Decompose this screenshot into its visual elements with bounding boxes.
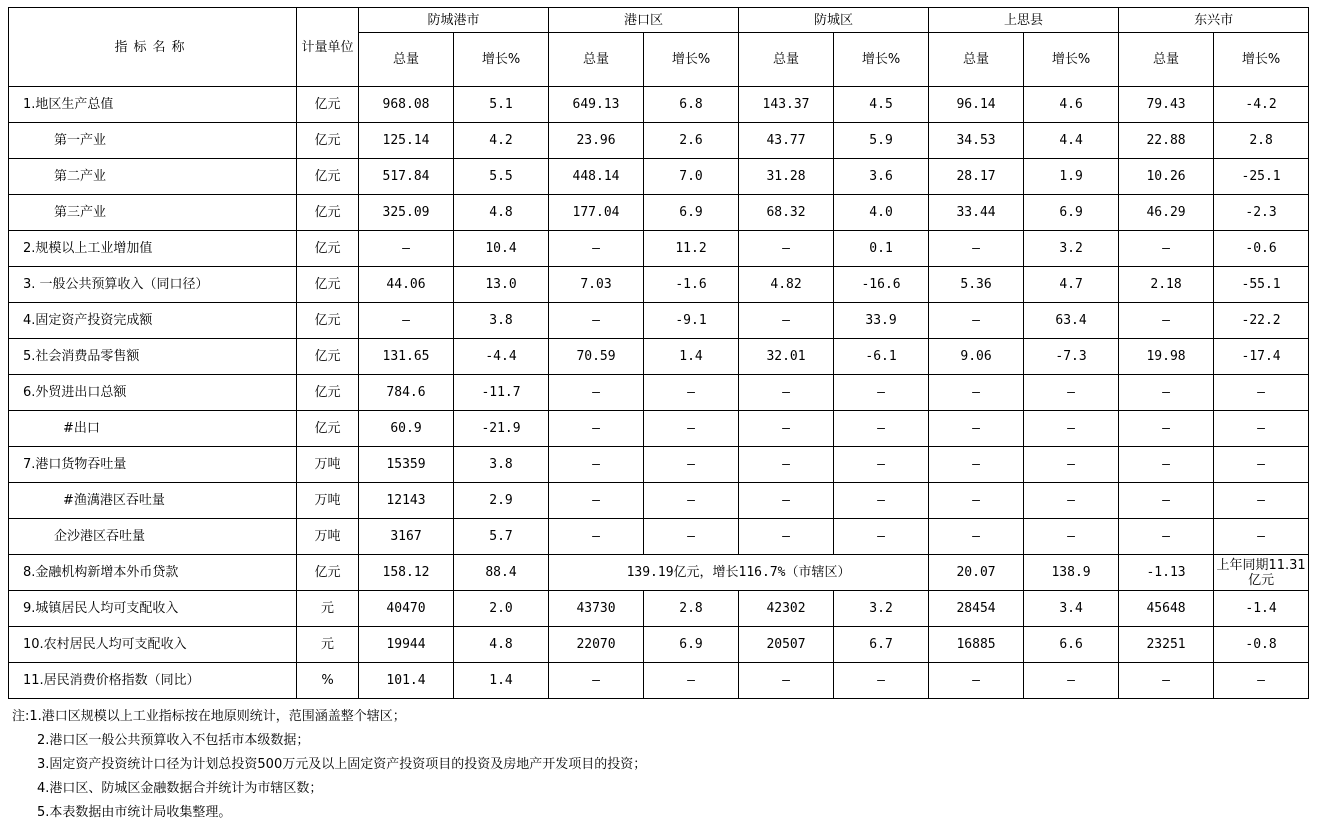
growth-cell: -2.3 [1214, 195, 1309, 231]
row-indicator-name: #出口 [9, 411, 297, 447]
data-cell: 20.07 [929, 555, 1024, 591]
total-cell: — [929, 411, 1024, 447]
total-cell: — [549, 303, 644, 339]
growth-cell: 33.9 [834, 303, 929, 339]
growth-cell: -4.2 [1214, 87, 1309, 123]
table-row [9, 303, 1309, 339]
growth-cell: — [1024, 447, 1119, 483]
header-growth: 增长% [1024, 33, 1119, 87]
growth-cell: -25.1 [1214, 159, 1309, 195]
growth-cell: -0.6 [1214, 231, 1309, 267]
table-row [9, 483, 1309, 519]
total-cell: 101.4 [359, 663, 454, 699]
growth-cell: — [1214, 483, 1309, 519]
table-row [9, 231, 1309, 267]
table-row [9, 375, 1309, 411]
growth-cell: 4.8 [454, 627, 549, 663]
total-cell: 2.18 [1119, 267, 1214, 303]
growth-cell: — [834, 411, 929, 447]
merged-note-cell: 139.19亿元，增长116.7%（市辖区） [549, 555, 929, 591]
row-indicator-name: 10.农村居民人均可支配收入 [9, 627, 297, 663]
total-cell: 46.29 [1119, 195, 1214, 231]
growth-cell: -0.8 [1214, 627, 1309, 663]
growth-cell: — [1024, 519, 1119, 555]
total-cell: 9.06 [929, 339, 1024, 375]
total-cell: 23251 [1119, 627, 1214, 663]
header-growth: 增长% [644, 33, 739, 87]
growth-cell: 4.7 [1024, 267, 1119, 303]
growth-cell: 6.7 [834, 627, 929, 663]
table-row [9, 411, 1309, 447]
growth-cell: — [1024, 663, 1119, 699]
statistics-table [8, 7, 1309, 699]
growth-cell: — [644, 519, 739, 555]
footnote: 2.港口区一般公共预算收入不包括市本级数据； [37, 733, 310, 748]
growth-cell: -17.4 [1214, 339, 1309, 375]
growth-cell: 5.7 [454, 519, 549, 555]
header-growth: 增长% [834, 33, 929, 87]
total-cell: 70.59 [549, 339, 644, 375]
growth-cell: 3.2 [1024, 231, 1119, 267]
total-cell: — [929, 231, 1024, 267]
total-cell: 7.03 [549, 267, 644, 303]
growth-cell: 4.4 [1024, 123, 1119, 159]
growth-cell: -11.7 [454, 375, 549, 411]
total-cell: 784.6 [359, 375, 454, 411]
total-cell: 15359 [359, 447, 454, 483]
total-cell: 20507 [739, 627, 834, 663]
total-cell: — [549, 375, 644, 411]
growth-cell: 2.0 [454, 591, 549, 627]
growth-cell: — [1214, 375, 1309, 411]
growth-cell: 1.4 [644, 339, 739, 375]
growth-cell: 7.0 [644, 159, 739, 195]
row-indicator-name: 1.地区生产总值 [9, 87, 297, 123]
growth-cell: — [1214, 519, 1309, 555]
growth-cell: 1.9 [1024, 159, 1119, 195]
row-indicator-name: 8.金融机构新增本外币贷款 [9, 555, 297, 591]
growth-cell: — [1214, 411, 1309, 447]
total-cell: — [739, 447, 834, 483]
total-cell: — [929, 375, 1024, 411]
total-cell: — [1119, 411, 1214, 447]
growth-cell: -4.4 [454, 339, 549, 375]
row-indicator-name: 第二产业 [9, 159, 297, 195]
prior-year-note-cell: 上年同期11.31亿元 [1214, 555, 1309, 591]
total-cell: 3167 [359, 519, 454, 555]
header-total: 总量 [1119, 33, 1214, 87]
data-cell: 158.12 [359, 555, 454, 591]
row-indicator-name: 5.社会消费品零售额 [9, 339, 297, 375]
growth-cell: -22.2 [1214, 303, 1309, 339]
row-unit: 元 [297, 591, 359, 627]
header-growth: 增长% [454, 33, 549, 87]
growth-cell: 3.8 [454, 303, 549, 339]
total-cell: — [929, 663, 1024, 699]
total-cell: 32.01 [739, 339, 834, 375]
growth-cell: 2.8 [1214, 123, 1309, 159]
growth-cell: 4.5 [834, 87, 929, 123]
table-row [9, 195, 1309, 231]
table-row [9, 663, 1309, 699]
header-region: 防城区 [739, 8, 929, 33]
row-unit: 万吨 [297, 447, 359, 483]
total-cell: 28.17 [929, 159, 1024, 195]
growth-cell: — [834, 483, 929, 519]
growth-cell: 2.6 [644, 123, 739, 159]
total-cell: 517.84 [359, 159, 454, 195]
total-cell: — [739, 663, 834, 699]
growth-cell: 4.8 [454, 195, 549, 231]
growth-cell: -1.6 [644, 267, 739, 303]
growth-cell: -7.3 [1024, 339, 1119, 375]
total-cell: 177.04 [549, 195, 644, 231]
growth-cell: 6.9 [644, 195, 739, 231]
row-indicator-name: 11.居民消费价格指数（同比） [9, 663, 297, 699]
footnote: 注:1.港口区规模以上工业指标按在地原则统计，范围涵盖整个辖区； [12, 709, 406, 724]
row-unit: 元 [297, 627, 359, 663]
row-unit: 亿元 [297, 411, 359, 447]
row-unit: 亿元 [297, 339, 359, 375]
growth-cell: 11.2 [644, 231, 739, 267]
growth-cell: -55.1 [1214, 267, 1309, 303]
row-unit: % [297, 663, 359, 699]
total-cell: — [739, 411, 834, 447]
growth-cell: — [1214, 447, 1309, 483]
growth-cell: — [834, 375, 929, 411]
growth-cell: -1.4 [1214, 591, 1309, 627]
table-row [9, 555, 1309, 591]
total-cell: 649.13 [549, 87, 644, 123]
total-cell: 31.28 [739, 159, 834, 195]
growth-cell: — [1024, 375, 1119, 411]
header-total: 总量 [549, 33, 644, 87]
growth-cell: 3.8 [454, 447, 549, 483]
growth-cell: 2.8 [644, 591, 739, 627]
total-cell: — [549, 231, 644, 267]
row-unit: 亿元 [297, 159, 359, 195]
data-cell: 88.4 [454, 555, 549, 591]
growth-cell: 10.4 [454, 231, 549, 267]
header-region: 东兴市 [1119, 8, 1309, 33]
total-cell: 125.14 [359, 123, 454, 159]
total-cell: — [739, 519, 834, 555]
table-row [9, 87, 1309, 123]
total-cell: 34.53 [929, 123, 1024, 159]
row-indicator-name: 第三产业 [9, 195, 297, 231]
row-indicator-name: 2.规模以上工业增加值 [9, 231, 297, 267]
total-cell: 60.9 [359, 411, 454, 447]
row-unit: 亿元 [297, 555, 359, 591]
table-row [9, 447, 1309, 483]
growth-cell: -16.6 [834, 267, 929, 303]
growth-cell: -9.1 [644, 303, 739, 339]
total-cell: 40470 [359, 591, 454, 627]
growth-cell: 4.2 [454, 123, 549, 159]
total-cell: 42302 [739, 591, 834, 627]
total-cell: 12143 [359, 483, 454, 519]
total-cell: — [549, 663, 644, 699]
growth-cell: — [834, 447, 929, 483]
total-cell: — [739, 483, 834, 519]
row-unit: 亿元 [297, 303, 359, 339]
total-cell: — [549, 447, 644, 483]
footnotes [12, 705, 646, 825]
row-unit: 亿元 [297, 375, 359, 411]
growth-cell: — [644, 411, 739, 447]
data-cell: -1.13 [1119, 555, 1214, 591]
header-region: 上思县 [929, 8, 1119, 33]
row-indicator-name: 第一产业 [9, 123, 297, 159]
header-total: 总量 [739, 33, 834, 87]
row-indicator-name: 4.固定资产投资完成额 [9, 303, 297, 339]
total-cell: — [929, 303, 1024, 339]
growth-cell: 5.5 [454, 159, 549, 195]
growth-cell: 3.4 [1024, 591, 1119, 627]
growth-cell: — [644, 375, 739, 411]
growth-cell: — [1024, 483, 1119, 519]
table-row [9, 267, 1309, 303]
growth-cell: — [834, 663, 929, 699]
total-cell: 4.82 [739, 267, 834, 303]
growth-cell: 63.4 [1024, 303, 1119, 339]
row-unit: 亿元 [297, 195, 359, 231]
total-cell: 43730 [549, 591, 644, 627]
footnote: 3.固定资产投资统计口径为计划总投资500万元及以上固定资产投资项目的投资及房地产开发项目的投资； [37, 757, 647, 772]
growth-cell: 3.6 [834, 159, 929, 195]
footnote: 5.本表数据由市统计局收集整理。 [37, 805, 232, 820]
header-total: 总量 [929, 33, 1024, 87]
growth-cell: — [644, 663, 739, 699]
growth-cell: — [1024, 411, 1119, 447]
table-row [9, 159, 1309, 195]
growth-cell: -6.1 [834, 339, 929, 375]
row-unit: 亿元 [297, 87, 359, 123]
total-cell: 448.14 [549, 159, 644, 195]
total-cell: — [929, 519, 1024, 555]
growth-cell: 6.8 [644, 87, 739, 123]
row-unit: 亿元 [297, 267, 359, 303]
growth-cell: -21.9 [454, 411, 549, 447]
growth-cell: 3.2 [834, 591, 929, 627]
table-row [9, 123, 1309, 159]
growth-cell: — [644, 483, 739, 519]
total-cell: 19.98 [1119, 339, 1214, 375]
total-cell: 23.96 [549, 123, 644, 159]
total-cell: 325.09 [359, 195, 454, 231]
total-cell: 10.26 [1119, 159, 1214, 195]
row-indicator-name: 6.外贸进出口总额 [9, 375, 297, 411]
row-unit: 亿元 [297, 231, 359, 267]
total-cell: 22070 [549, 627, 644, 663]
total-cell: — [1119, 375, 1214, 411]
growth-cell: 1.4 [454, 663, 549, 699]
total-cell: 43.77 [739, 123, 834, 159]
total-cell: 968.08 [359, 87, 454, 123]
total-cell: — [929, 447, 1024, 483]
total-cell: — [549, 519, 644, 555]
total-cell: 68.32 [739, 195, 834, 231]
growth-cell: 5.1 [454, 87, 549, 123]
total-cell: — [739, 375, 834, 411]
table-row [9, 627, 1309, 663]
total-cell: — [929, 483, 1024, 519]
total-cell: 28454 [929, 591, 1024, 627]
growth-cell: 4.6 [1024, 87, 1119, 123]
total-cell: 44.06 [359, 267, 454, 303]
header-indicator-name: 指标名称 [9, 8, 297, 87]
total-cell: 19944 [359, 627, 454, 663]
header-unit: 计量单位 [297, 8, 359, 87]
total-cell: — [739, 303, 834, 339]
header-region: 港口区 [549, 8, 739, 33]
growth-cell: 5.9 [834, 123, 929, 159]
total-cell: — [549, 411, 644, 447]
header-total: 总量 [359, 33, 454, 87]
total-cell: — [549, 483, 644, 519]
growth-cell: 6.9 [1024, 195, 1119, 231]
total-cell: 16885 [929, 627, 1024, 663]
total-cell: — [1119, 303, 1214, 339]
row-indicator-name: 7.港口货物吞吐量 [9, 447, 297, 483]
total-cell: 143.37 [739, 87, 834, 123]
growth-cell: — [1214, 663, 1309, 699]
growth-cell: 4.0 [834, 195, 929, 231]
row-unit: 万吨 [297, 483, 359, 519]
total-cell: — [1119, 231, 1214, 267]
total-cell: — [1119, 519, 1214, 555]
total-cell: — [1119, 447, 1214, 483]
total-cell: 79.43 [1119, 87, 1214, 123]
growth-cell: 2.9 [454, 483, 549, 519]
table-row [9, 519, 1309, 555]
growth-cell: 13.0 [454, 267, 549, 303]
header-row-regions [9, 8, 1309, 33]
total-cell: 5.36 [929, 267, 1024, 303]
total-cell: — [1119, 663, 1214, 699]
growth-cell: — [834, 519, 929, 555]
growth-cell: 6.6 [1024, 627, 1119, 663]
row-unit: 亿元 [297, 123, 359, 159]
growth-cell: 0.1 [834, 231, 929, 267]
row-indicator-name: #渔澫港区吞吐量 [9, 483, 297, 519]
row-unit: 万吨 [297, 519, 359, 555]
row-indicator-name: 9.城镇居民人均可支配收入 [9, 591, 297, 627]
row-indicator-name: 企沙港区吞吐量 [9, 519, 297, 555]
header-growth: 增长% [1214, 33, 1309, 87]
footnote: 4.港口区、防城区金融数据合并统计为市辖区数； [37, 781, 323, 796]
total-cell: — [1119, 483, 1214, 519]
total-cell: — [739, 231, 834, 267]
table-row [9, 591, 1309, 627]
growth-cell: — [644, 447, 739, 483]
data-cell: 138.9 [1024, 555, 1119, 591]
growth-cell: 6.9 [644, 627, 739, 663]
total-cell: 33.44 [929, 195, 1024, 231]
total-cell: 45648 [1119, 591, 1214, 627]
row-indicator-name: 3. 一般公共预算收入（同口径） [9, 267, 297, 303]
total-cell: 96.14 [929, 87, 1024, 123]
header-region: 防城港市 [359, 8, 549, 33]
total-cell: — [359, 303, 454, 339]
table-row [9, 339, 1309, 375]
total-cell: — [359, 231, 454, 267]
total-cell: 131.65 [359, 339, 454, 375]
total-cell: 22.88 [1119, 123, 1214, 159]
